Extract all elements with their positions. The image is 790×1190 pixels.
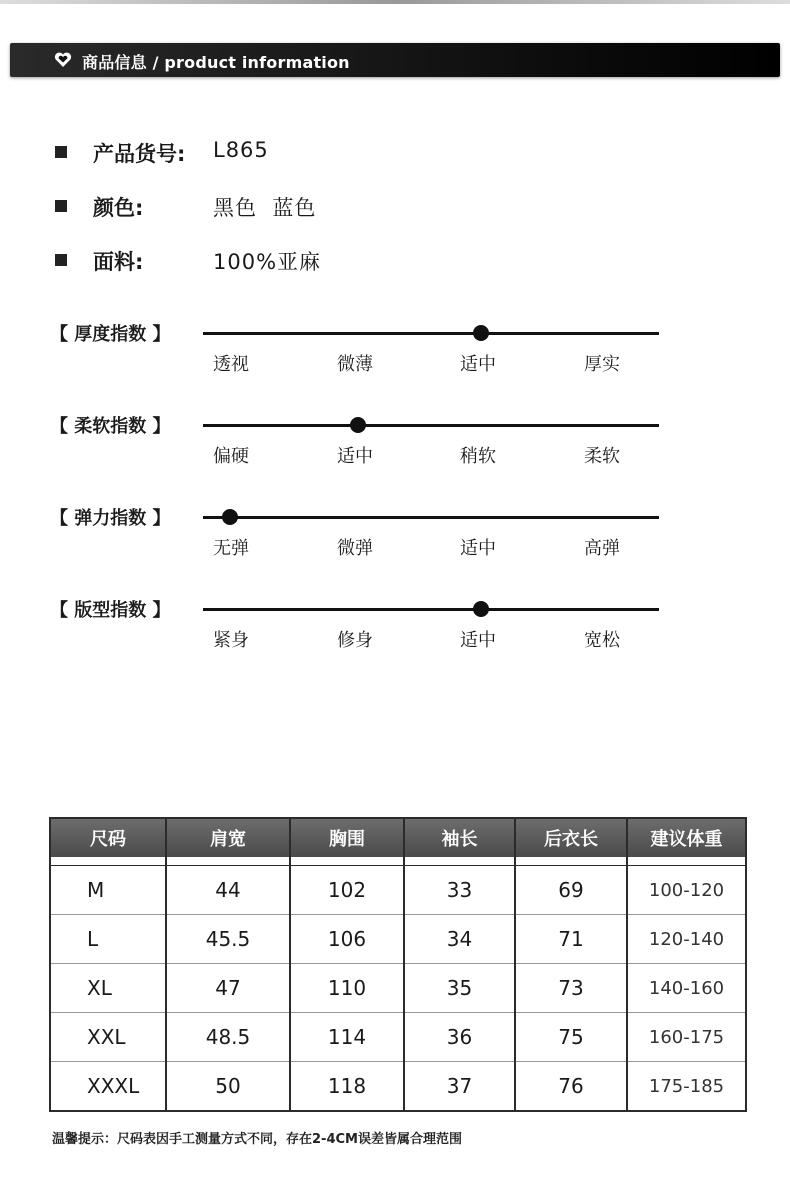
index-softness: [50, 412, 670, 482]
table-cell: 37: [404, 1062, 515, 1112]
table-cell: M: [50, 866, 166, 915]
index-label: 【 厚度指数 】: [50, 324, 171, 345]
size-table-header: [50, 818, 746, 857]
square-bullet-icon: [55, 254, 67, 266]
index-option: 修身: [337, 630, 373, 651]
table-cell: 120-140: [627, 915, 746, 964]
column-header: 后衣长: [515, 818, 627, 857]
index-elasticity: [50, 504, 670, 574]
table-cell: 118: [290, 1062, 404, 1112]
index-option: 宽松: [584, 630, 620, 651]
top-divider: [0, 0, 790, 4]
info-value: L865: [213, 138, 269, 162]
index-thickness: [50, 320, 670, 390]
table-cell: 106: [290, 915, 404, 964]
table-cell: 71: [515, 915, 627, 964]
table-cell: 48.5: [166, 1013, 290, 1062]
table-cell: 34: [404, 915, 515, 964]
table-cell: 100-120: [627, 866, 746, 915]
table-cell: 35: [404, 964, 515, 1013]
table-cell: 76: [515, 1062, 627, 1112]
column-header: 肩宽: [166, 818, 290, 857]
table-cell: 44: [166, 866, 290, 915]
index-option: 适中: [460, 538, 496, 559]
index-option: 高弹: [584, 538, 620, 559]
size-table: [49, 817, 747, 1112]
size-note: 温馨提示：尺码表因手工测量方式不同，存在2-4CM误差皆属合理范围: [52, 1132, 462, 1147]
table-cell: 175-185: [627, 1062, 746, 1112]
table-cell: 160-175: [627, 1013, 746, 1062]
table-cell: 114: [290, 1013, 404, 1062]
table-cell: L: [50, 915, 166, 964]
section-title: 商品信息 / product information: [82, 53, 350, 72]
index-option: 透视: [213, 354, 249, 375]
index-option: 稍软: [460, 446, 496, 467]
index-option: 柔软: [584, 446, 620, 467]
table-cell: 36: [404, 1013, 515, 1062]
index-label: 【 柔软指数 】: [50, 416, 171, 437]
table-row: [50, 866, 746, 915]
column-header: 尺码: [50, 818, 166, 857]
index-option: 适中: [460, 354, 496, 375]
table-cell: 75: [515, 1013, 627, 1062]
index-label: 【 版型指数 】: [50, 600, 171, 621]
table-row: [50, 1013, 746, 1062]
info-label: 产品货号:: [93, 142, 186, 166]
index-option: 适中: [460, 630, 496, 651]
index-track: [203, 608, 659, 611]
column-header: 胸围: [290, 818, 404, 857]
index-track: [203, 332, 659, 335]
index-marker: [350, 417, 366, 433]
index-option: 偏硬: [213, 446, 249, 467]
square-bullet-icon: [55, 146, 67, 158]
table-row: [50, 1062, 746, 1112]
table-cell: XXL: [50, 1013, 166, 1062]
column-header: 建议体重: [627, 818, 746, 857]
table-cell: 50: [166, 1062, 290, 1112]
column-header: 袖长: [404, 818, 515, 857]
table-row: [50, 915, 746, 964]
index-track: [203, 516, 659, 519]
section-header: [10, 43, 780, 77]
index-track: [203, 424, 659, 427]
table-cell: 33: [404, 866, 515, 915]
header-gap: [50, 857, 746, 866]
table-row: [50, 964, 746, 1013]
info-value: 黑色 蓝色: [213, 196, 317, 220]
index-marker: [222, 509, 238, 525]
index-option: 无弹: [213, 538, 249, 559]
heart-icon: [54, 52, 72, 68]
info-label: 颜色:: [93, 196, 144, 220]
index-option: 适中: [337, 446, 373, 467]
table-cell: 69: [515, 866, 627, 915]
table-cell: 45.5: [166, 915, 290, 964]
table-cell: XL: [50, 964, 166, 1013]
table-cell: 110: [290, 964, 404, 1013]
index-option: 紧身: [213, 630, 249, 651]
table-cell: 47: [166, 964, 290, 1013]
info-label: 面料:: [93, 250, 144, 274]
index-option: 微弹: [337, 538, 373, 559]
index-label: 【 弹力指数 】: [50, 508, 171, 529]
index-marker: [473, 601, 489, 617]
table-cell: 102: [290, 866, 404, 915]
info-value: 100%亚麻: [213, 250, 322, 274]
table-cell: 140-160: [627, 964, 746, 1013]
index-marker: [473, 325, 489, 341]
index-option: 微薄: [337, 354, 373, 375]
table-cell: XXXL: [50, 1062, 166, 1112]
table-cell: 73: [515, 964, 627, 1013]
index-fit: [50, 596, 670, 666]
index-option: 厚实: [584, 354, 620, 375]
square-bullet-icon: [55, 200, 67, 212]
